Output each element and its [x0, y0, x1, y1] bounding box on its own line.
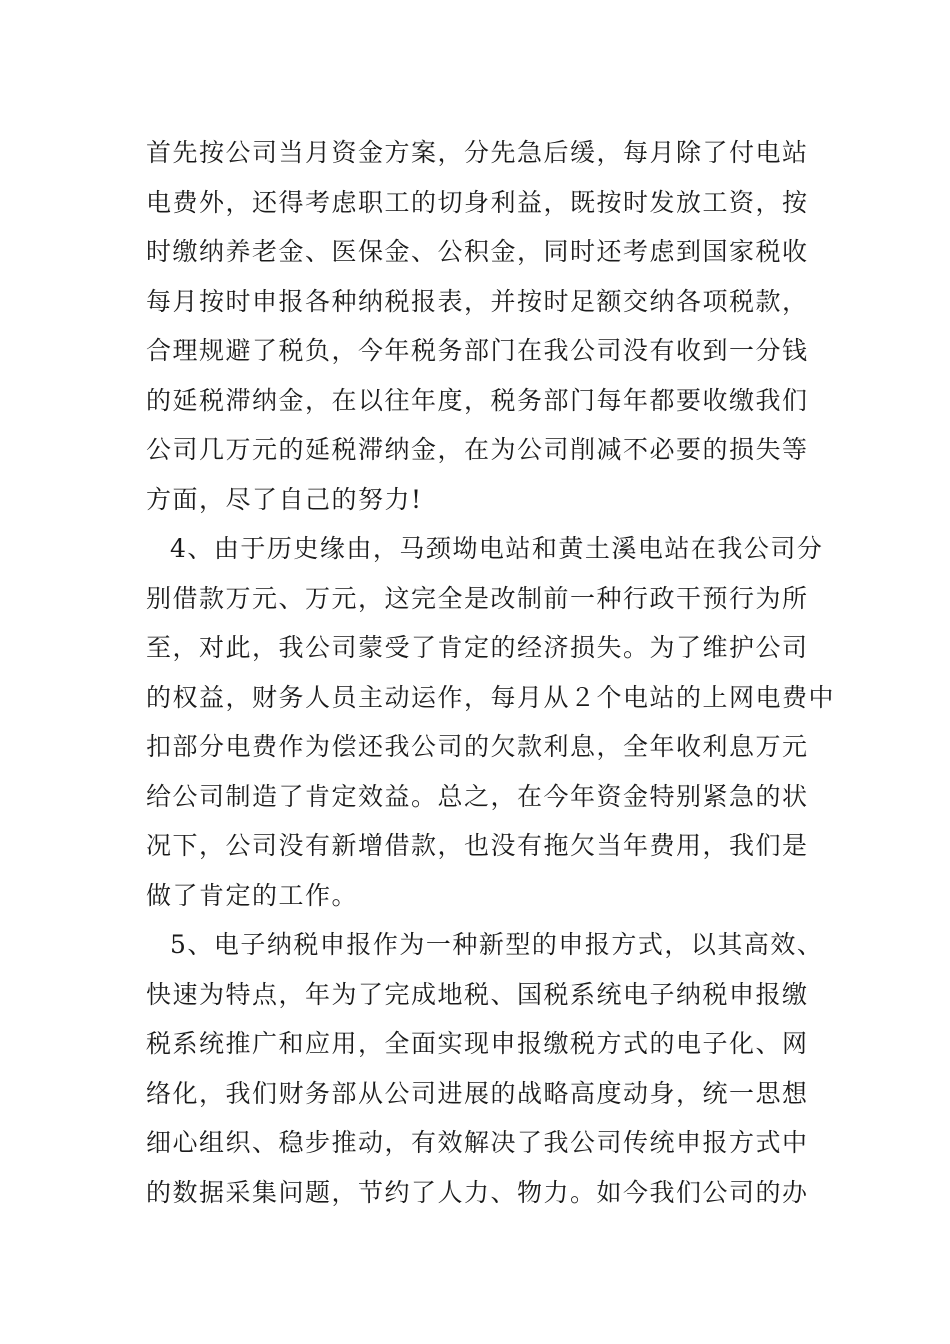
text-line: 至，对此，我公司蒙受了肯定的经济损失。为了维护公司: [146, 633, 809, 662]
text-line: 的权益，财务人员主动运作，每月从２个电站的上网电费中: [146, 682, 836, 712]
body-text: [146, 128, 836, 1217]
text-line: 别借款万元、万元，这完全是改制前一种行政干预行为所: [146, 583, 809, 613]
text-line: 合理规避了税负，今年税务部门在我公司没有收到一分钱: [146, 336, 809, 365]
text-line: 每月按时申报各种纳税报表，并按时足额交纳各项税款，: [146, 286, 809, 316]
text-line: 做了肯定的工作。: [146, 880, 359, 910]
text-line: 络化，我们财务部从公司进展的战略高度动身，统一思想: [146, 1078, 809, 1108]
text-line: 税系统推广和应用，全面实现申报缴税方式的电子化、网: [146, 1029, 809, 1058]
text-line: 电费外，还得考虑职工的切身利益，既按时发放工资，按: [146, 187, 809, 217]
text-line: 给公司制造了肯定效益。总之，在今年资金特别紧急的状: [146, 781, 809, 811]
text-line: 的延税滞纳金，在以往年度，税务部门每年都要收缴我们: [146, 385, 809, 415]
text-line: 的数据采集问题，节约了人力、物力。如今我们公司的办: [146, 1177, 809, 1207]
text-line: 细心组织、稳步推动，有效解决了我公司传统申报方式中: [146, 1128, 809, 1157]
text-line: 快速为特点，年为了完成地税、国税系统电子纳税申报缴: [146, 979, 809, 1009]
text-line: 公司几万元的延税滞纳金，在为公司削减不必要的损失等: [146, 435, 809, 464]
text-line: 时缴纳养老金、医保金、公积金，同时还考虑到国家税收: [146, 237, 809, 266]
paragraph-5-start: 5、电子纳税申报作为一种新型的申报方式，以其高效、: [170, 930, 824, 959]
text-line: 扣部分电费作为偿还我公司的欠款利息，全年收利息万元: [146, 732, 809, 761]
text-line: 方面，尽了自己的努力!: [146, 484, 423, 514]
paragraph-4-start: 4、由于历史缘由，马颈坳电站和黄土溪电站在我公司分: [170, 534, 824, 563]
text-line: 况下，公司没有新增借款，也没有拖欠当年费用，我们是: [146, 831, 809, 860]
text-line: 首先按公司当月资金方案，分先急后缓，每月除了付电站: [146, 138, 809, 167]
